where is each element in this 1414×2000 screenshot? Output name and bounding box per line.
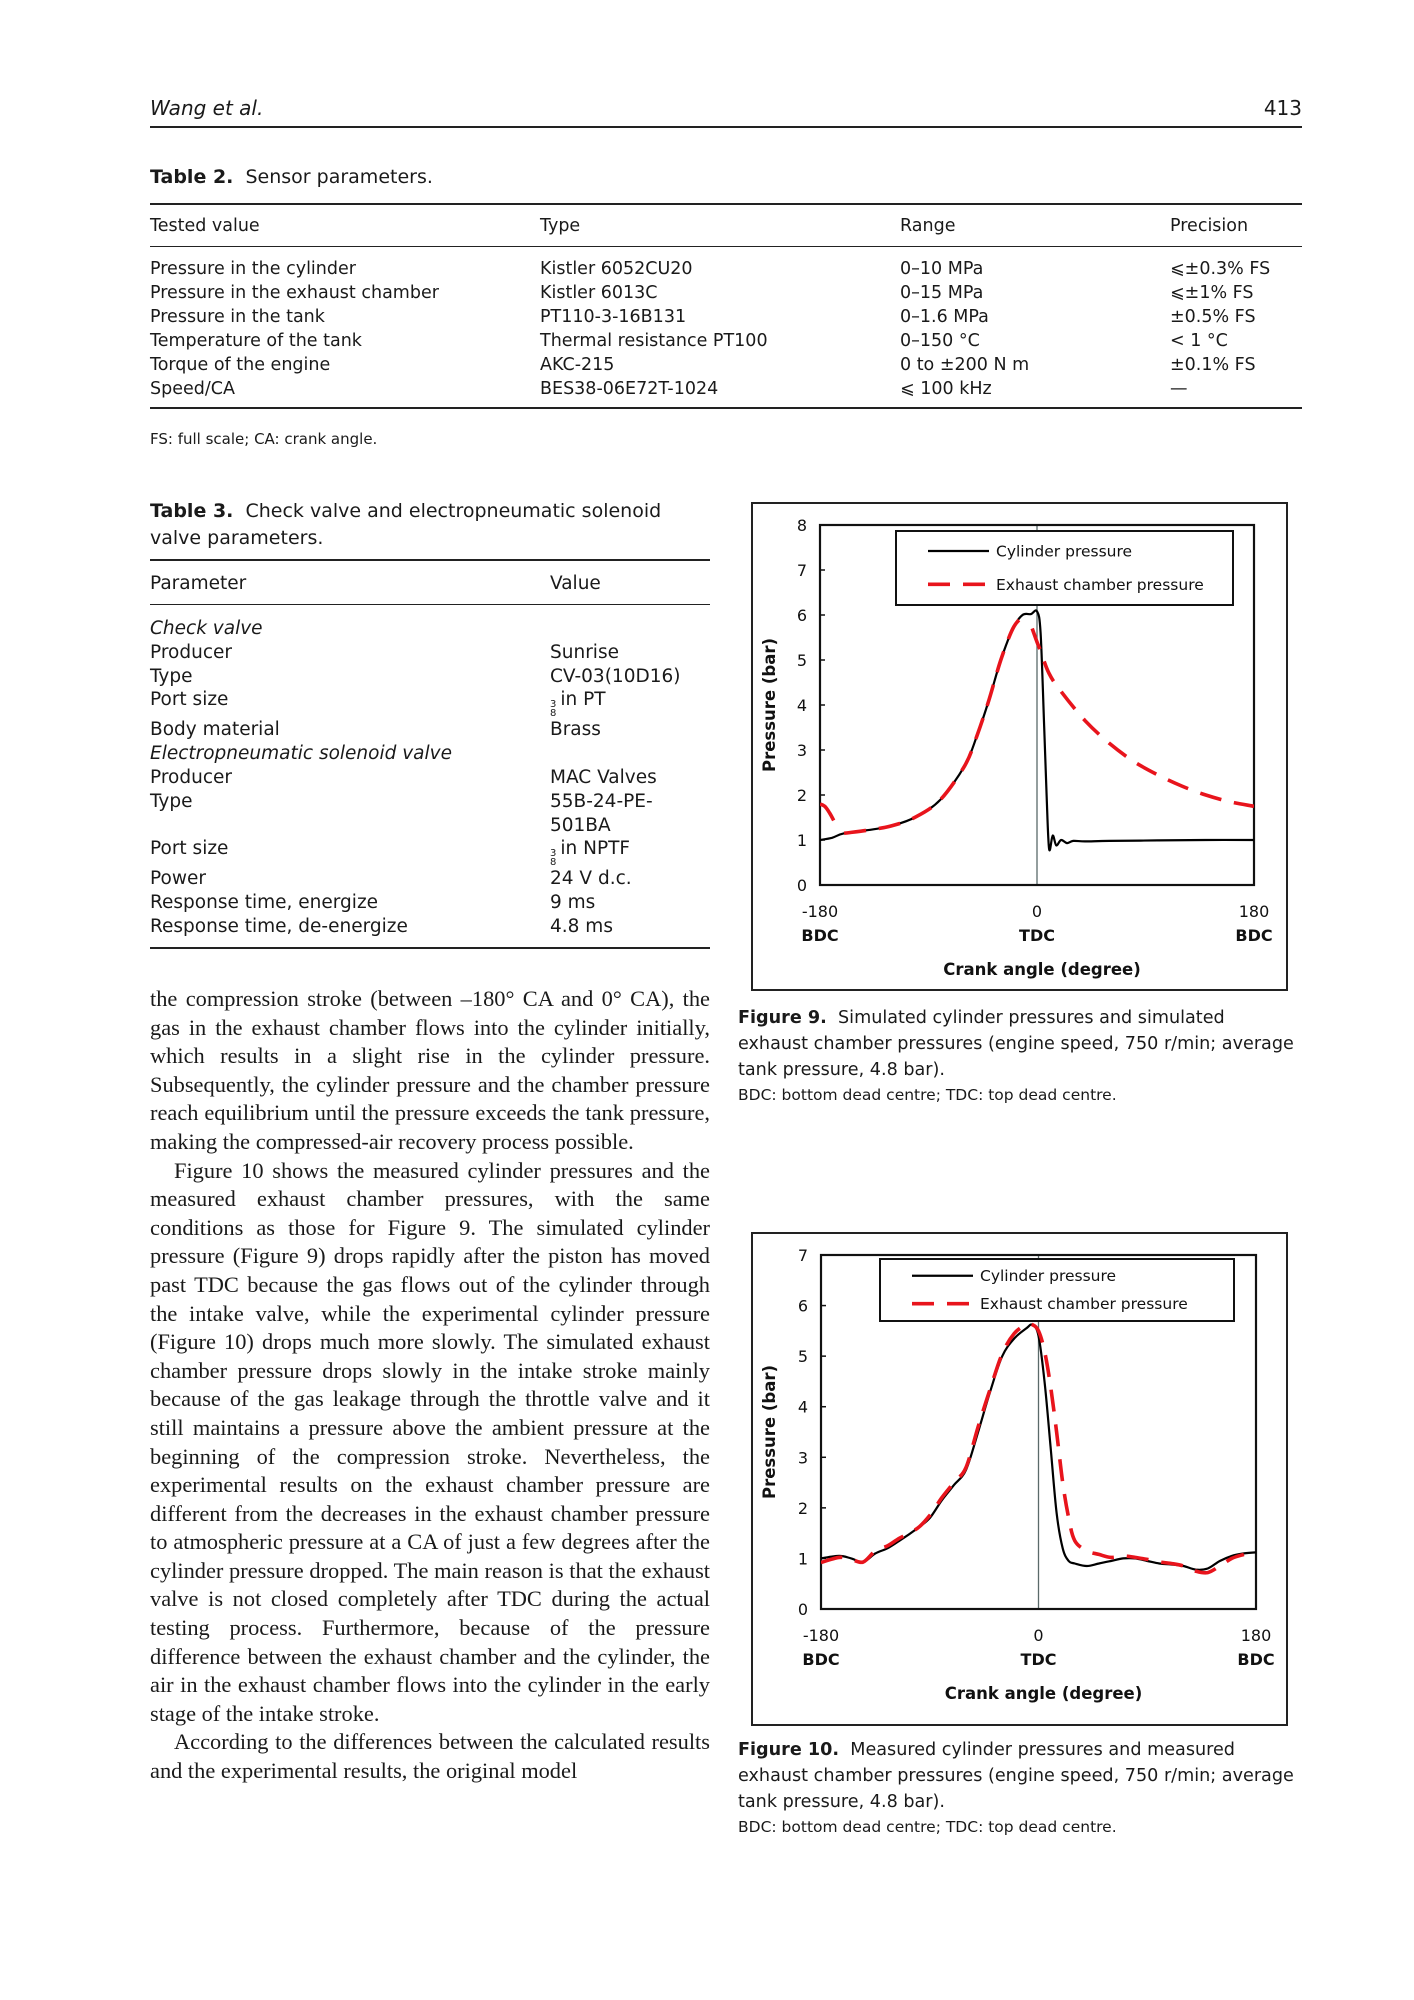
table-cell: Brass	[550, 719, 601, 741]
table2-caption: Sensor parameters.	[245, 166, 433, 188]
table-cell: Type	[150, 790, 193, 812]
y-tick-label: 6	[797, 1296, 809, 1316]
table-row	[150, 790, 710, 838]
table-cell: Body material	[150, 719, 280, 741]
running-header	[150, 96, 1302, 128]
table-cell: Pressure in the exhaust chamber	[150, 283, 439, 303]
y-tick-label: 3	[796, 741, 808, 760]
x-tick-sublabel: BDC	[1235, 926, 1273, 945]
table-cell	[550, 837, 710, 867]
table2	[150, 203, 1302, 409]
exhaust-pressure-line	[844, 616, 1027, 833]
figure9-caption	[738, 1005, 1298, 1107]
x-tick-sublabel: BDC	[1237, 1650, 1275, 1669]
figure10-caption	[738, 1737, 1308, 1839]
table2-header-range: Range	[900, 216, 956, 236]
figure9-label: Figure 9.	[738, 1008, 827, 1028]
legend	[896, 531, 1233, 605]
table-row	[150, 353, 1302, 377]
table3-header-parameter: Parameter	[150, 573, 247, 594]
table-row	[150, 377, 1302, 408]
legend-label: Cylinder pressure	[996, 542, 1133, 561]
legend	[880, 1259, 1234, 1321]
page-number: 413	[1263, 96, 1302, 120]
exhaust-pressure-line	[821, 1324, 1244, 1573]
fraction-three-eighths	[550, 849, 556, 867]
x-tick-sublabel: BDC	[801, 926, 839, 945]
table-cell: Speed/CA	[150, 379, 235, 399]
figure9-chart	[751, 502, 1288, 991]
table-cell: Sunrise	[550, 641, 619, 663]
table-cell: Response time, de-energize	[150, 915, 408, 937]
table-section-row	[150, 742, 710, 766]
table-row	[150, 305, 1302, 329]
table3-title	[150, 498, 710, 552]
table2-label: Table 2.	[150, 166, 234, 188]
table-cell: Type	[150, 665, 193, 687]
table-cell: ⩽±0.3% FS	[1170, 259, 1271, 279]
table-cell: Response time, energize	[150, 892, 379, 914]
table-cell: BES38-06E72T-1024	[540, 379, 719, 399]
table-row	[150, 281, 1302, 305]
body-text	[150, 985, 710, 1786]
y-tick-label: 0	[797, 1600, 809, 1619]
x-axis-label: Crank angle (degree)	[944, 1684, 1143, 1703]
table-row	[150, 837, 710, 867]
table-cell: ±0.5% FS	[1170, 307, 1256, 327]
table-cell: 9 ms	[550, 892, 596, 914]
table-cell: PT110-3-16B131	[540, 307, 687, 327]
table-row	[150, 665, 710, 689]
exhaust-pressure-line	[1032, 629, 1254, 807]
y-tick-label: 5	[796, 651, 808, 670]
table2-header-tested-value: Tested value	[150, 216, 260, 236]
table-row	[150, 718, 710, 742]
fraction-numerator: 3	[550, 699, 557, 711]
y-tick-label: 4	[797, 1397, 809, 1417]
table3	[150, 559, 710, 949]
x-tick-label: -180	[801, 902, 839, 921]
table-cell: 0–150 °C	[900, 331, 980, 351]
table3-header-value: Value	[550, 573, 601, 594]
paragraph: Figure 10 shows the measured cylinder pressures and the measured exhaust chamber pressures, with the same conditions as those for Figure 9. The simulated cylinder pressure (Figure 9) drops rapidly after the piston has moved past TDC because the gas flows out of the cylinder through the intake valve, while the experimental cylinder pressure (Figure 10) drops much more slowly. The simulated exhaust chamber pressure drops slowly in the intake stroke mainly because of the gas leakage through the throttle valve and it still maintains a pressure above the ambient pressure at the beginning of the compression stroke. Nevertheless, the experimental results on the exhaust chamber pressure are different from the decreases in the exhaust chamber pressure to atmospheric pressure at a CA of just a few degrees after the cylinder pressure dropped. The main reason is that the exhaust valve is not closed completely after TDC during the actual testing process. Furthermore, because of the pressure difference between the exhaust chamber and the cylinder, the air in the exhaust chamber flows into the cylinder in the early stage of the intake stroke.	[150, 1157, 710, 1726]
table-cell-text: in PT	[560, 689, 606, 711]
table-cell: 0–1.6 MPa	[900, 307, 989, 327]
table2-title	[150, 166, 433, 188]
table3-section-check-valve: Check valve	[150, 618, 263, 639]
table-cell: Temperature of the tank	[150, 331, 362, 351]
fraction-denominator: 8	[550, 708, 557, 720]
table2-header-type: Type	[540, 216, 581, 236]
y-tick-label: 1	[797, 1549, 809, 1569]
fraction-three-eighths	[550, 700, 556, 718]
table-cell: Pressure in the cylinder	[150, 259, 356, 279]
y-tick-label: 1	[796, 831, 808, 850]
figure9-note: BDC: bottom dead centre; TDC: top dead centre.	[738, 1086, 1117, 1104]
table-cell: Port size	[150, 689, 229, 711]
table-cell: ⩽ 100 kHz	[900, 379, 992, 399]
x-tick-label: 0	[1031, 902, 1043, 921]
y-tick-label: 2	[797, 1498, 809, 1518]
y-tick-label: 3	[797, 1448, 809, 1468]
table-row	[150, 891, 710, 915]
table-cell: Kistler 6013C	[540, 283, 658, 303]
table3-label: Table 3.	[150, 500, 234, 522]
x-tick-sublabel: TDC	[1020, 1650, 1057, 1669]
table-cell: < 1 °C	[1170, 331, 1228, 351]
table-cell: ±0.1% FS	[1170, 355, 1256, 375]
table-cell: Pressure in the tank	[150, 307, 325, 327]
figure9-plot	[753, 504, 1286, 989]
y-tick-label: 8	[796, 516, 808, 535]
y-tick-label: 7	[796, 561, 808, 580]
x-tick-sublabel: BDC	[802, 1650, 840, 1669]
figure10-label: Figure 10.	[738, 1740, 840, 1760]
x-axis-label: Crank angle (degree)	[943, 960, 1141, 979]
table3-caption: Check valve and electropneumatic solenoid valve parameters.	[150, 500, 662, 549]
x-tick-label: -180	[802, 1626, 840, 1645]
table-cell: ⩽±1% FS	[1170, 283, 1254, 303]
table-row	[150, 915, 710, 948]
legend-label: Exhaust chamber pressure	[996, 575, 1204, 594]
table-cell: 0 to ±200 N m	[900, 355, 1030, 375]
table-cell: 24 V d.c.	[550, 868, 632, 890]
table-row	[150, 766, 710, 790]
table-row	[150, 867, 710, 891]
y-tick-label: 7	[797, 1246, 809, 1265]
figure10-chart	[751, 1232, 1288, 1726]
figure10-note: BDC: bottom dead centre; TDC: top dead centre.	[738, 1818, 1117, 1836]
table2-header-precision: Precision	[1170, 216, 1249, 236]
exhaust-pressure-line	[820, 804, 836, 824]
fraction-numerator: 3	[550, 848, 557, 860]
table-row	[150, 688, 710, 718]
table-cell: MAC Valves	[550, 766, 657, 788]
table-cell: Producer	[150, 641, 232, 663]
table-cell: Producer	[150, 766, 232, 788]
figure10-caption-text: Measured cylinder pressures and measured exhaust chamber pressures (engine speed, 750 r/min; average tank pressure, 4.8 bar).	[738, 1740, 1294, 1812]
table-cell: 0–10 MPa	[900, 259, 984, 279]
table-section-row	[150, 605, 710, 641]
legend-label: Exhaust chamber pressure	[980, 1295, 1188, 1314]
legend-label: Cylinder pressure	[980, 1267, 1117, 1286]
y-tick-label: 6	[796, 606, 808, 625]
table-row	[150, 641, 710, 665]
figure9-caption-text: Simulated cylinder pressures and simulated exhaust chamber pressures (engine speed, 750 r/min; average tank pressure, 4.8 bar).	[738, 1008, 1294, 1080]
running-header-authors: Wang et al.	[150, 96, 264, 120]
table-cell: 4.8 ms	[550, 915, 613, 937]
table-cell: —	[1170, 379, 1188, 399]
fraction-denominator: 8	[550, 857, 557, 869]
paragraph: the compression stroke (between –180° CA and 0° CA), the gas in the exhaust chamber flows into the cylinder initially, which results in a slight rise in the cylinder pressure. Subsequently, the cylinder pressure and the chamber pressure reach equilibrium until the pressure exceeds the tank pressure, making the compressed-air recovery process possible.	[150, 986, 710, 1154]
table-cell	[550, 688, 710, 718]
table-cell: Power	[150, 868, 206, 890]
table-cell: 55B-24-PE-501BA	[550, 790, 653, 836]
table-cell: 0–15 MPa	[900, 283, 984, 303]
y-tick-label: 4	[796, 696, 808, 715]
x-tick-label: 0	[1033, 1626, 1044, 1645]
y-axis-label: Pressure (bar)	[760, 1364, 779, 1500]
y-axis-label: Pressure (bar)	[760, 637, 779, 773]
y-tick-label: 2	[796, 786, 808, 805]
table3-section-solenoid-valve: Electropneumatic solenoid valve	[150, 743, 452, 765]
table-cell-text: in NPTF	[560, 838, 631, 860]
y-tick-label: 0	[796, 876, 808, 895]
table-row	[150, 247, 1302, 282]
table-cell: Thermal resistance PT100	[540, 331, 768, 351]
y-tick-label: 5	[797, 1347, 809, 1367]
table-cell: Kistler 6052CU20	[540, 259, 693, 279]
table-cell: Port size	[150, 838, 229, 860]
table-cell: CV-03(10D16)	[550, 665, 681, 687]
figure10-plot	[753, 1234, 1286, 1724]
x-tick-sublabel: TDC	[1019, 926, 1055, 945]
paragraph: According to the differences between the calculated results and the experimental results, the original model	[150, 1729, 710, 1784]
table2-footnote: FS: full scale; CA: crank angle.	[150, 430, 378, 448]
x-tick-label: 180	[1240, 1626, 1272, 1645]
table-cell: AKC-215	[540, 355, 615, 375]
x-tick-label: 180	[1238, 902, 1270, 921]
table-cell: Torque of the engine	[150, 355, 331, 375]
table-row	[150, 329, 1302, 353]
